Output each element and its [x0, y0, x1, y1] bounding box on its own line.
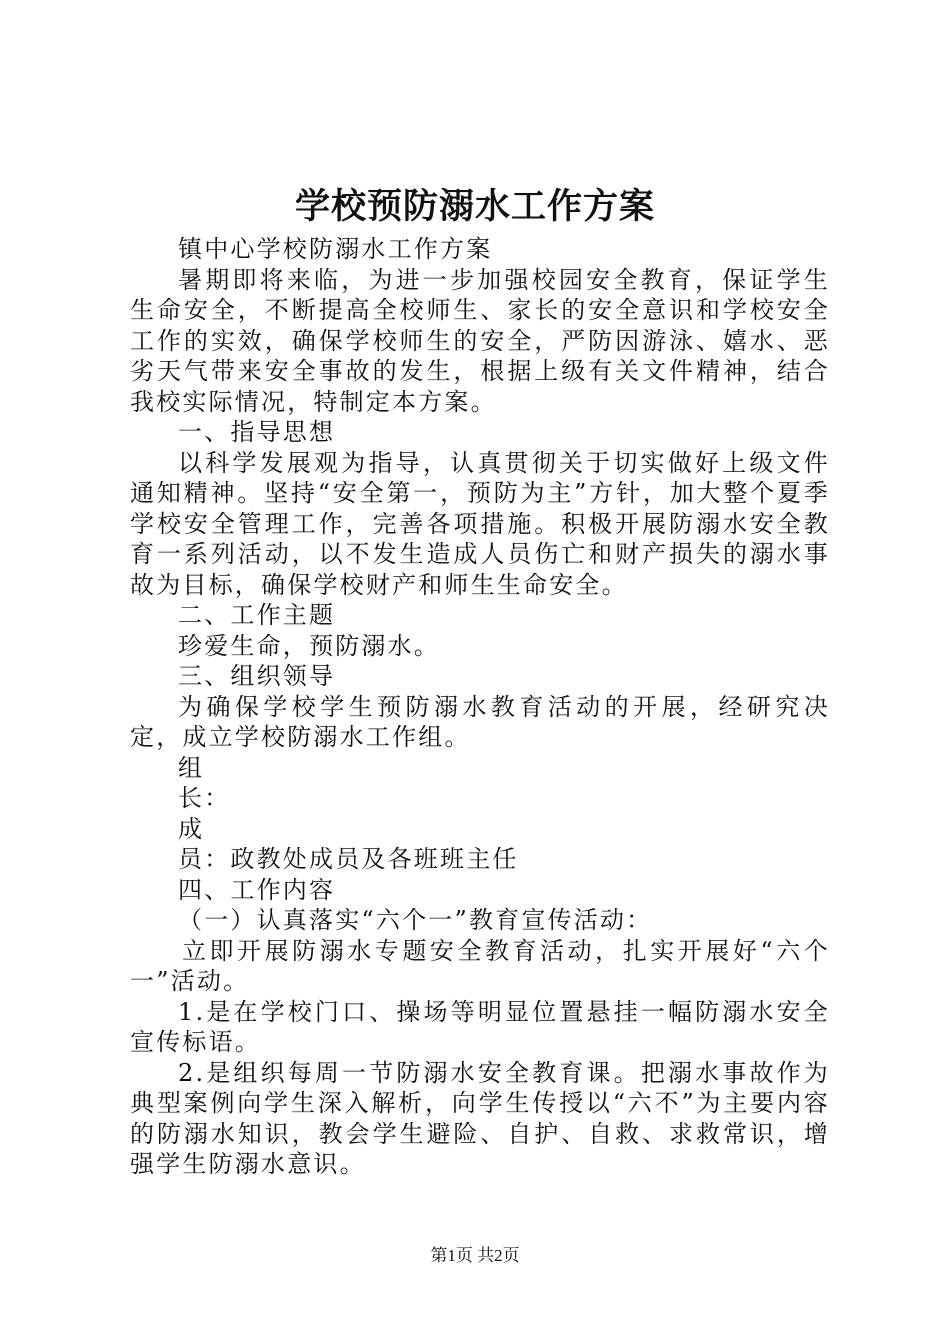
subtitle-paragraph: 镇中心学校防溺水工作方案 [178, 235, 493, 263]
activity-paragraph: 立即开展防溺水专题安全教育活动，扎实开展好“六个一”活动。 [130, 936, 830, 995]
document-body [130, 234, 830, 1180]
member-label-line-2: 员：政教处成员及各班班主任 [178, 845, 519, 873]
guiding-paragraph: 以科学发展观为指导，认真贯彻关于切实做好上级文件通知精神。坚持“安全第一，预防为主”方针，加大整个夏季学校安全管理工作，完善各项措施。积极开展防溺水安全教育一系列活动，以不发生造成人员伤亡和财产损失的溺水事故为目标，确保学校财产和师生生命安全。 [130, 448, 830, 599]
member-label-line-1: 成 [178, 814, 205, 843]
theme-paragraph: 珍爱生命，预防溺水。 [178, 631, 440, 660]
section-heading-4: 四、工作内容 [178, 875, 336, 904]
subsection-heading-1: （一）认真落实“六个一”教育宣传活动： [178, 906, 653, 934]
intro-paragraph: 暑期即将来临，为进一步加强校园安全教育，保证学生生命安全，不断提高全校师生、家长的安全意识和学校安全工作的实效，确保学校师生的安全，严防因游泳、嬉水、恶劣天气带来安全事故的发生，根据上级有关文件精神，结合我校实际情况，特制定本方案。 [130, 265, 830, 416]
organization-paragraph: 为确保学校学生预防溺水教育活动的开展，经研究决定，成立学校防溺水工作组。 [130, 692, 830, 751]
leader-label-line-1: 组 [178, 753, 205, 782]
section-heading-3: 三、组织领导 [178, 662, 336, 690]
document-title: 学校预防溺水工作方案 [294, 186, 655, 227]
leader-label-line-2: 长： [178, 784, 231, 812]
list-item-1: 1.是在学校门口、操场等明显位置悬挂一幅防溺水安全宣传标语。 [130, 997, 830, 1056]
list-item-2: 2.是组织每周一节防溺水安全教育课。把溺水事故作为典型案例向学生深入解析，向学生传授以“六不”为主要内容的防溺水知识，教会学生避险、自护、自救、求救常识，增强学生防溺水意识。 [130, 1058, 830, 1178]
page-footer: 第1页 共2页 [430, 1246, 520, 1265]
section-heading-1: 一、指导思想 [178, 418, 336, 446]
section-heading-2: 二、工作主题 [178, 601, 336, 629]
